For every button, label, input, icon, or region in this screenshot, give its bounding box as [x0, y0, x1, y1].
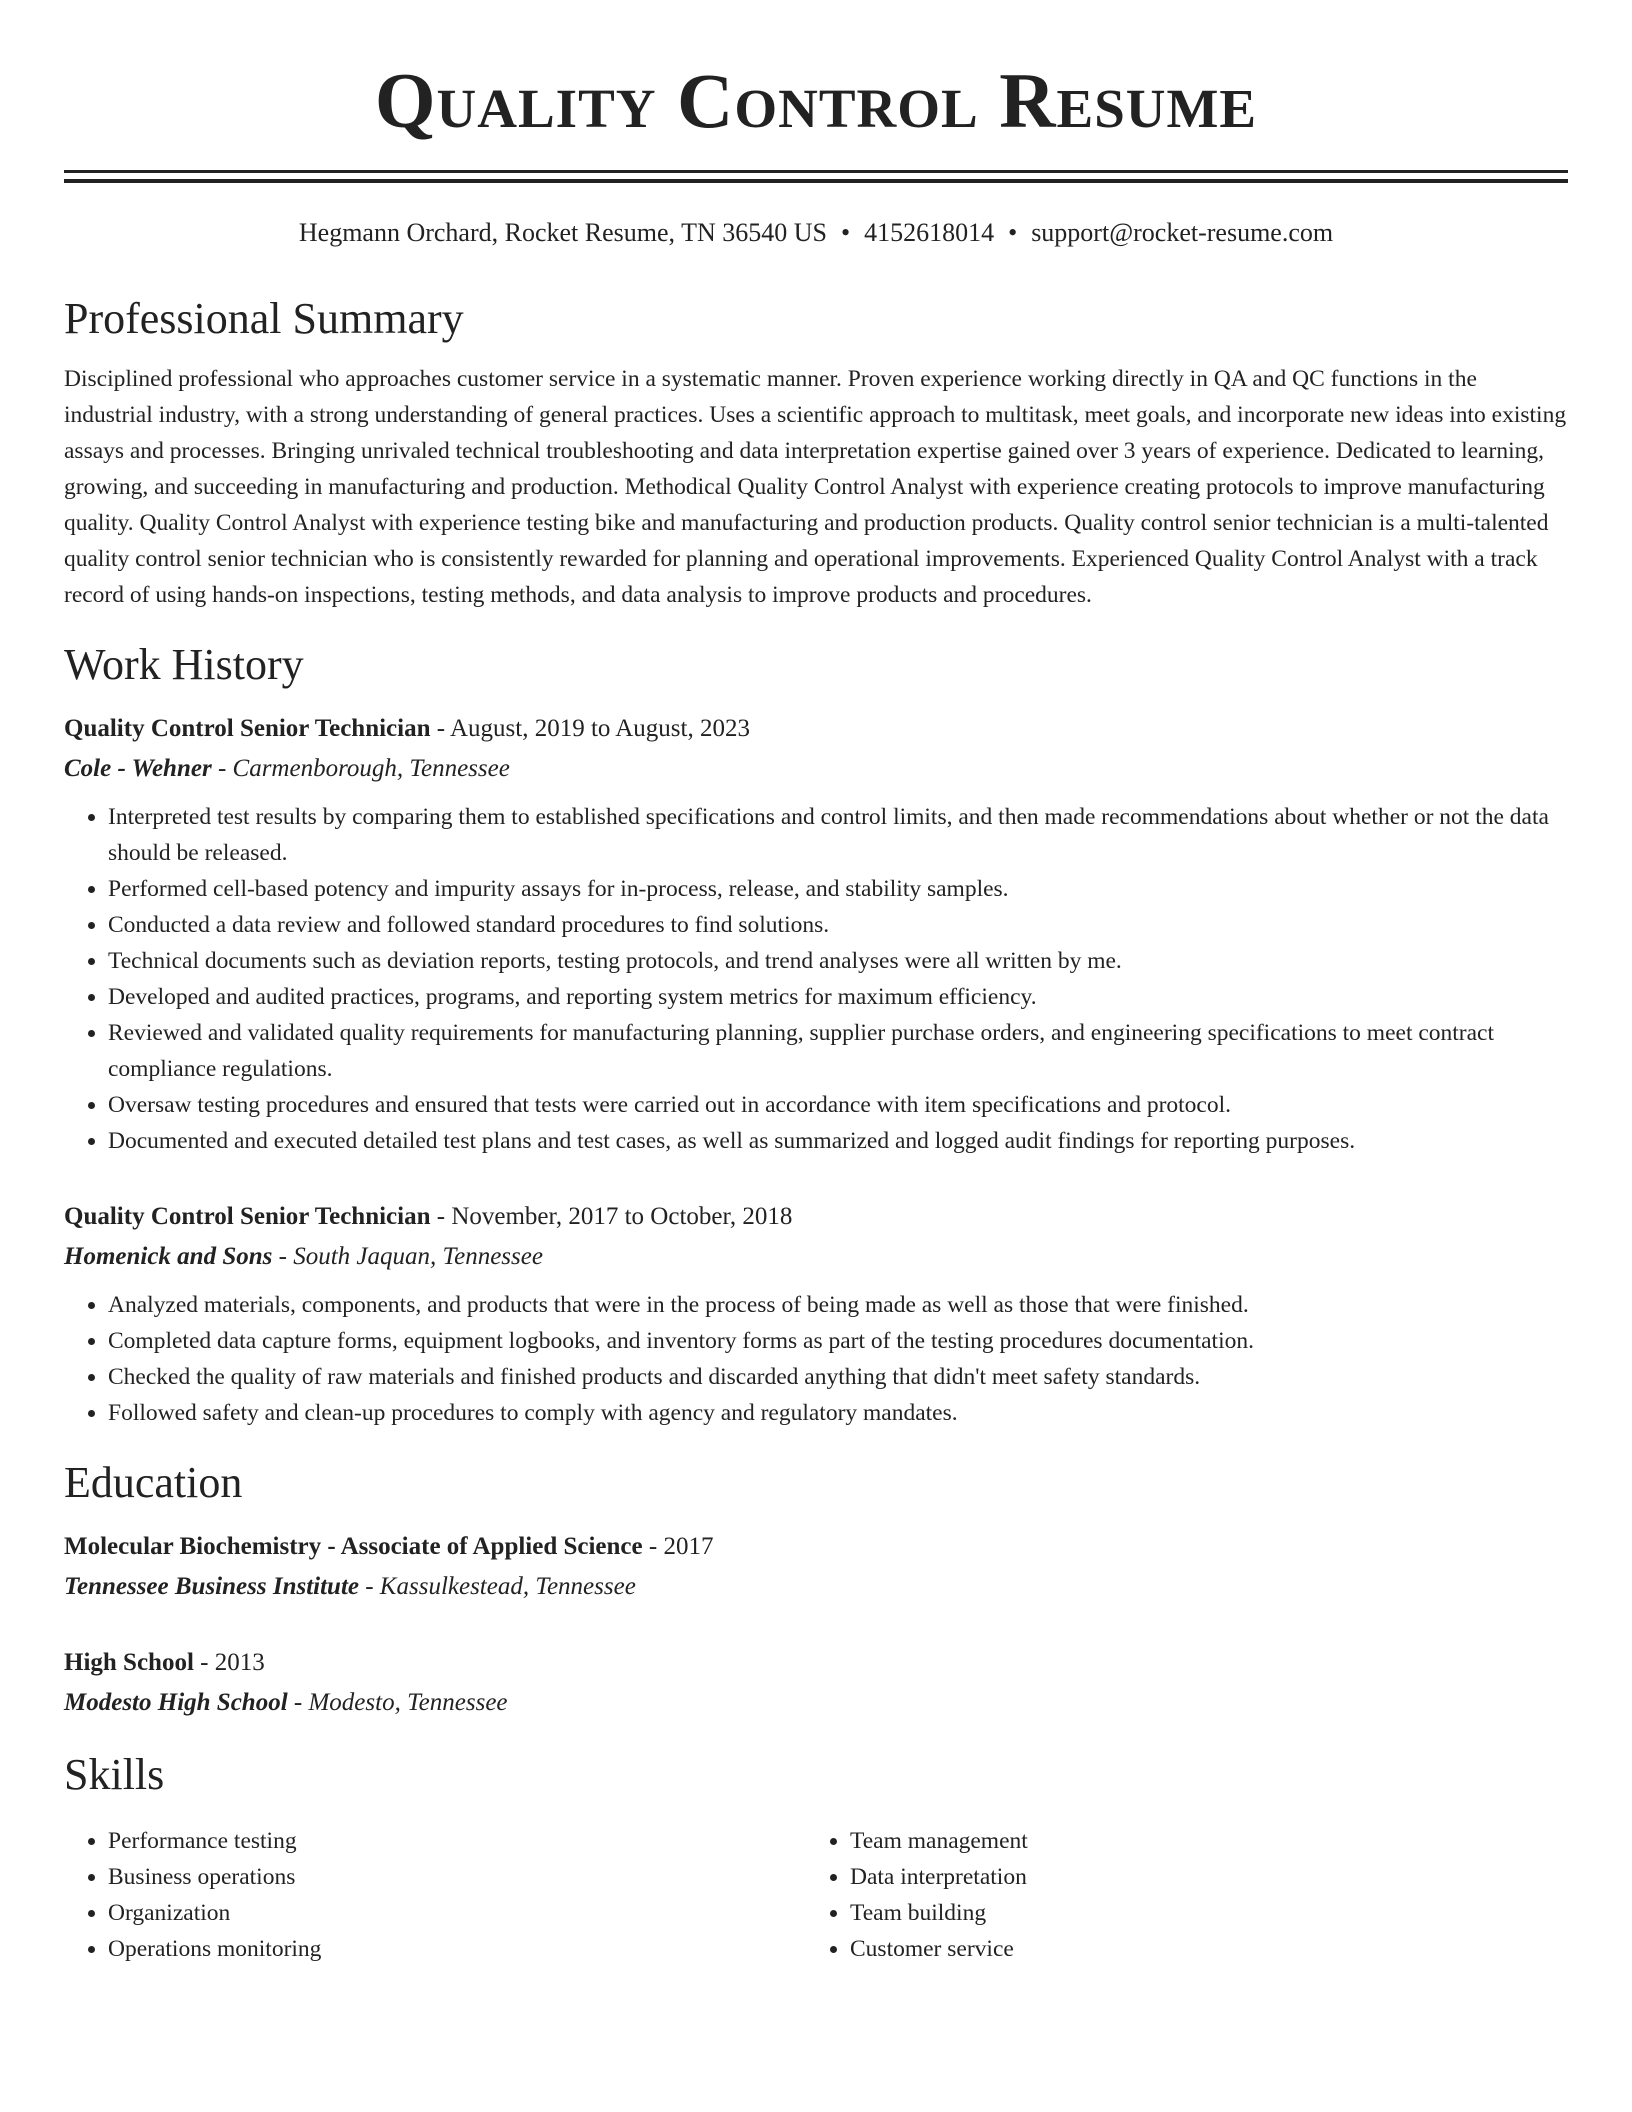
contact-email: support@rocket-resume.com [1031, 218, 1334, 247]
work-history-heading: Work History [64, 640, 304, 689]
list-item: • Reviewed and validated quality requirements for manufacturing planning, supplier purchase orders, and engineering specifications to meet contract compliance regulations. [108, 1015, 1568, 1087]
job-title-line [64, 1197, 1568, 1237]
education-year: - 2017 [642, 1533, 714, 1560]
job-company: Cole - Wehner [64, 755, 212, 782]
education-location: - Modesto, Tennessee [287, 1689, 508, 1716]
skill-item: • Data interpretation [850, 1859, 1548, 1895]
education-school: Modesto High School [64, 1689, 288, 1716]
skill-item: • Organization [108, 1895, 806, 1931]
contact-separator: • [840, 218, 851, 247]
list-item: • Completed data capture forms, equipment logbooks, and inventory forms as part of the testing procedures documentation. [108, 1323, 1568, 1359]
job-bullets [64, 1287, 1568, 1431]
education-degree-line [64, 1527, 1568, 1567]
contact-line [64, 217, 1568, 249]
job-title: Quality Control Senior Technician [64, 1203, 431, 1230]
list-item: • Conducted a data review and followed standard procedures to find solutions. [108, 907, 1568, 943]
skill-item: • Business operations [108, 1859, 806, 1895]
skills-column-right [806, 1823, 1548, 1967]
skill-item: • Operations monitoring [108, 1931, 806, 1967]
contact-separator: • [1008, 218, 1018, 247]
list-item: • Followed safety and clean-up procedures to comply with agency and regulatory mandates. [108, 1395, 1568, 1431]
job-dates: - November, 2017 to October, 2018 [430, 1203, 793, 1230]
job-entry [64, 709, 1568, 1159]
title-divider-bottom [64, 179, 1568, 183]
list-item: • Developed and audited practices, programs, and reporting system metrics for maximum efficiency. [108, 979, 1568, 1015]
education-school-line [64, 1683, 1568, 1723]
job-entry [64, 1197, 1568, 1431]
education-degree-line [64, 1643, 1568, 1683]
job-company: Homenick and Sons [64, 1243, 273, 1270]
summary-text: Disciplined professional who approaches customer service in a systematic manner. Proven experience working directly in QA and QC functions in the industrial industry, with a strong understanding of general practices. Uses a scientific approach to multitask, meet goals, and incorporate new ideas into existing assays and processes. Bringing unrivaled technical troubleshooting and data interpretation expertise gained over 3 years of experience. Dedicated to learning, growing, and succeeding in manufacturing and production. Methodical Quality Control Analyst with experience creating protocols to improve manufacturing quality. Quality Control Analyst with experience testing bike and manufacturing and production products. Quality control senior technician is a multi-talented quality control senior technician who is consistently rewarded for planning and operational improvements. Experienced Quality Control Analyst with a track record of using hands-on inspections, testing methods, and data analysis to improve products and procedures. [64, 366, 1567, 608]
education-entry [64, 1643, 1568, 1723]
list-item: • Documented and executed detailed test plans and test cases, as well as summarized and logged audit findings for reporting purposes. [108, 1123, 1568, 1159]
job-location: - South Jaquan, Tennessee [272, 1243, 543, 1270]
education-school-line [64, 1567, 1568, 1607]
job-company-line [64, 1237, 1568, 1277]
list-item: • Checked the quality of raw materials and finished products and discarded anything that didn't meet safety standards. [108, 1359, 1568, 1395]
skills-columns [64, 1823, 1568, 1967]
list-item: • Analyzed materials, components, and products that were in the process of being made as well as those that were finished. [108, 1287, 1568, 1323]
education-entry [64, 1527, 1568, 1607]
contact-address: Hegmann Orchard, Rocket Resume, TN 36540 US [298, 218, 827, 247]
contact-phone: 4152618014 [864, 218, 995, 247]
skills-column-left [64, 1823, 806, 1967]
education-year: - 2013 [193, 1649, 265, 1676]
job-location: - Carmenborough, Tennessee [211, 755, 510, 782]
skill-item: • Team management [850, 1823, 1548, 1859]
skills-heading: Skills [64, 1750, 165, 1799]
list-item: • Interpreted test results by comparing them to established specifications and control limits, and then made recommendations about whether or not the data should be released. [108, 799, 1568, 871]
education-degree: Molecular Biochemistry - Associate of Applied Science [64, 1533, 643, 1560]
job-title: Quality Control Senior Technician [64, 715, 431, 742]
education-degree: High School [64, 1649, 194, 1676]
list-item: • Performed cell-based potency and impurity assays for in-process, release, and stability samples. [108, 871, 1568, 907]
job-dates: - August, 2019 to August, 2023 [430, 715, 750, 742]
job-bullets [64, 799, 1568, 1159]
education-school: Tennessee Business Institute [64, 1573, 359, 1600]
skill-item: • Team building [850, 1895, 1548, 1931]
job-title-line [64, 709, 1568, 749]
skill-item: • Performance testing [108, 1823, 806, 1859]
list-item: • Technical documents such as deviation reports, testing protocols, and trend analyses were all written by me. [108, 943, 1568, 979]
page-title: Quality Control Resume [374, 57, 1258, 144]
title-divider-top [64, 170, 1568, 173]
education-heading: Education [64, 1458, 243, 1507]
education-location: - Kassulkestead, Tennessee [358, 1573, 636, 1600]
skill-item: • Customer service [850, 1931, 1548, 1967]
summary-heading: Professional Summary [64, 294, 464, 343]
list-item: • Oversaw testing procedures and ensured that tests were carried out in accordance with item specifications and protocol. [108, 1087, 1568, 1123]
job-company-line [64, 749, 1568, 789]
